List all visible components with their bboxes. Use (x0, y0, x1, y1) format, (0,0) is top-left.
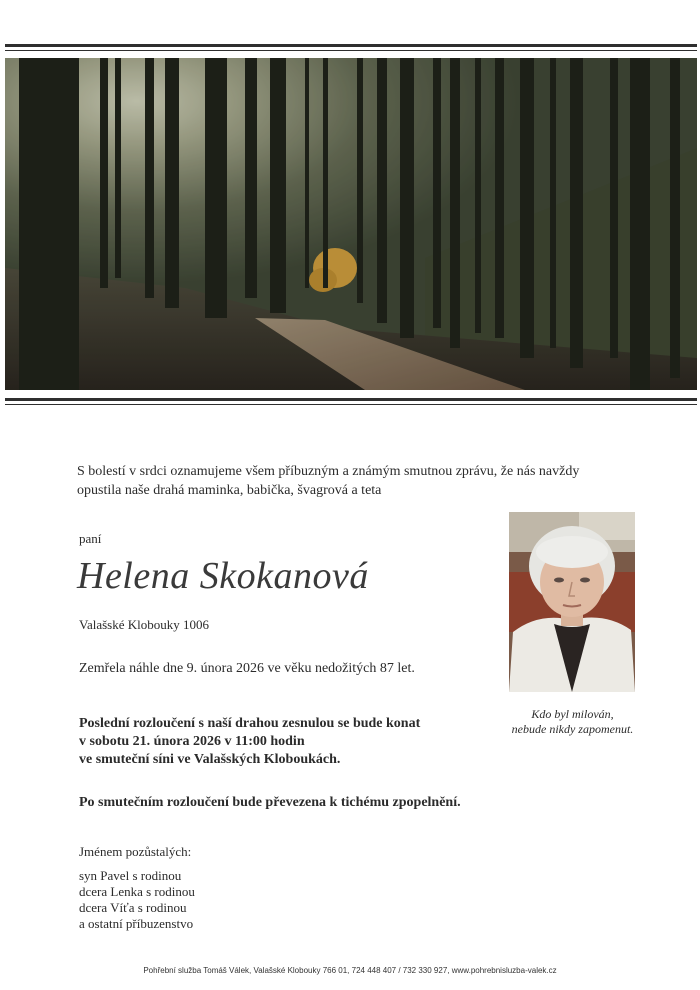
forest-banner-image (5, 58, 697, 390)
quote-line-1: Kdo byl milován, (531, 707, 614, 721)
survivor-item: dcera Lenka s rodinou (79, 884, 195, 899)
top-rule-thick (5, 44, 697, 47)
intro-text (77, 462, 597, 500)
farewell-info (79, 715, 479, 769)
farewell-line-1: Poslední rozloučení s naší drahou zesnulou se bude konat (79, 716, 421, 731)
farewell-line-2: v sobotu 21. února 2026 v 11:00 hodin (79, 734, 305, 749)
deceased-portrait (509, 512, 635, 692)
intro-line-2: opustila naše drahá maminka, babička, švagrová a teta (77, 483, 382, 498)
bottom-rule-thin (5, 404, 697, 405)
cremation-notice: Po smutečním rozloučení bude převezena k tichému zpopelnění. (79, 795, 461, 810)
survivor-item: dcera Víťa s rodinou (79, 900, 187, 915)
farewell-line-3: ve smuteční síni ve Valašských Kloboukách. (79, 752, 341, 767)
salutation: paní (79, 531, 102, 546)
death-notice: Zemřela náhle dne 9. února 2026 ve věku nedožitých 87 let. (79, 661, 415, 676)
survivors-list (79, 868, 195, 932)
on-behalf-label: Jménem pozůstalých: (79, 844, 192, 859)
survivor-item: syn Pavel s rodinou (79, 868, 182, 883)
top-rule-thin (5, 50, 697, 51)
quote-line-2: nebude nikdy zapomenut. (511, 722, 634, 736)
memorial-quote (490, 707, 655, 737)
bottom-rule-thick (5, 398, 697, 401)
funeral-service-footer: Pohřební služba Tomáš Válek, Valašské Klobouky 766 01, 724 448 407 / 732 330 927, www.pohrebnisluzba-valek.cz (143, 966, 557, 975)
deceased-name: Helena Skokanová (77, 555, 369, 597)
survivor-item: a ostatní příbuzenstvo (79, 916, 194, 931)
intro-line-1: S bolestí v srdci oznamujeme všem příbuzným a známým smutnou zprávu, že nás navždy (77, 464, 580, 479)
deceased-address: Valašské Klobouky 1006 (79, 617, 209, 632)
